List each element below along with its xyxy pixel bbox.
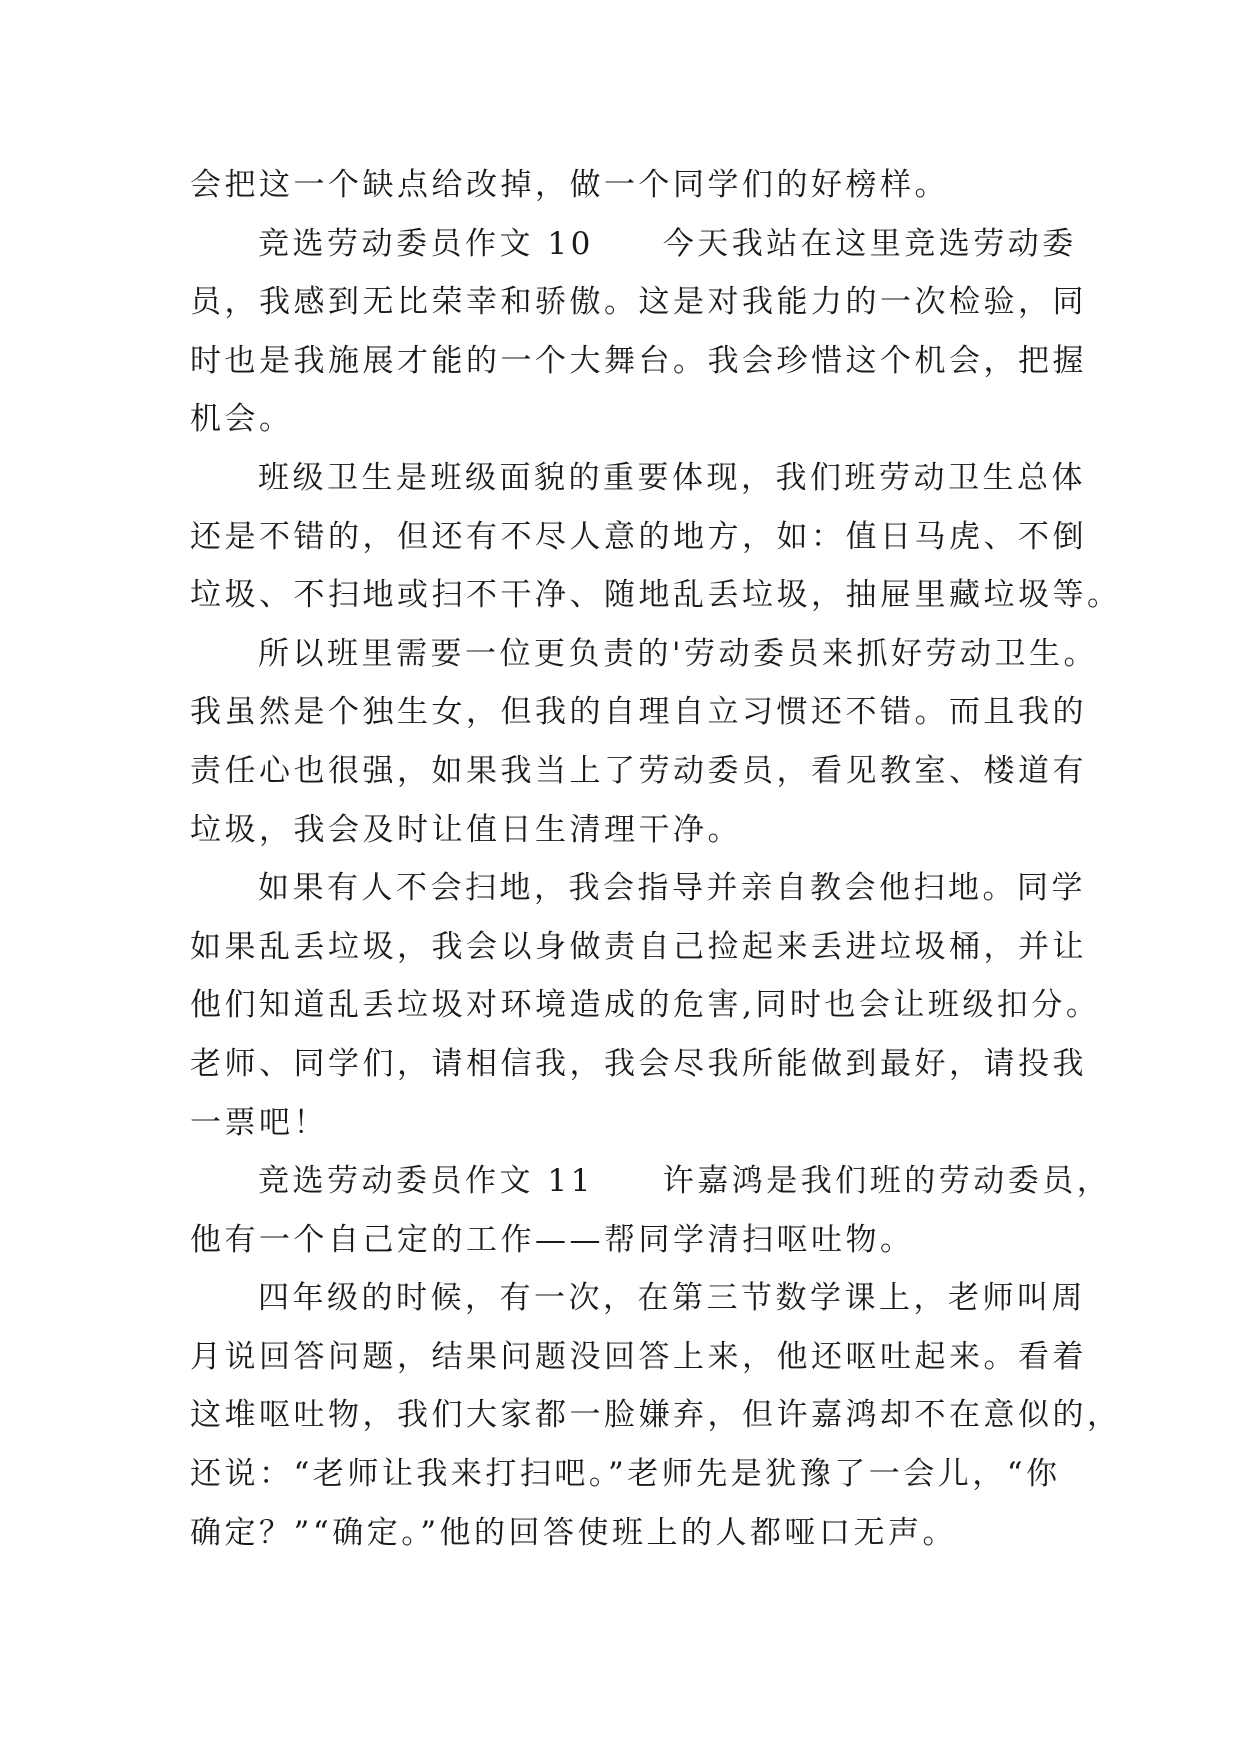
text-line: 所以班里需要一位更负责的'劳动委员来抓好劳动卫生。	[258, 635, 1099, 672]
text-line: 月说回答问题，结果问题没回答上来，他还呕吐起来。看着	[190, 1338, 1087, 1375]
text-line: 责任心也很强，如果我当上了劳动委员，看见教室、楼道有	[190, 752, 1087, 789]
text-line: 竞选劳动委员作文 11 许嘉鸿是我们班的劳动委员，	[258, 1163, 1112, 1200]
text-line: 他们知道乱丢垃圾对环境造成的危害,同时也会让班级扣分。	[190, 987, 1101, 1024]
text-line: 时也是我施展才能的一个大舞台。我会珍惜这个机会，把握	[190, 342, 1087, 379]
text-line: 一票吧！	[190, 1104, 328, 1141]
text-line: 四年级的时候，有一次，在第三节数学课上，老师叫周	[258, 1280, 1086, 1317]
text-line: 他有一个自己定的工作——帮同学清扫呕吐物。	[190, 1221, 915, 1258]
text-line: 老师、同学们，请相信我，我会尽我所能做到最好，请投我	[190, 1045, 1087, 1082]
document-body	[190, 156, 1122, 1562]
text-line: 会把这一个缺点给改掉，做一个同学们的好榜样。	[190, 167, 949, 203]
text-line: 如果乱丢垃圾，我会以身做责自己捡起来丢进垃圾桶，并让	[190, 928, 1087, 965]
text-line: 还是不错的，但还有不尽人意的地方，如：值日马虎、不倒	[190, 518, 1087, 555]
text-line: 员，我感到无比荣幸和骄傲。这是对我能力的一次检验，同	[190, 284, 1087, 321]
text-line: 我虽然是个独生女，但我的自理自立习惯还不错。而且我的	[190, 694, 1087, 731]
text-line: 班级卫生是班级面貌的重要体现，我们班劳动卫生总体	[258, 459, 1086, 496]
text-line: 垃圾，我会及时让值日生清理干净。	[190, 811, 742, 848]
text-line: 这堆呕吐物，我们大家都一脸嫌弃，但许嘉鸿却不在意似的，	[190, 1397, 1122, 1434]
text-line: 还说：“老师让我来打扫吧。”老师先是犹豫了一会儿，“你	[190, 1456, 1061, 1493]
text-line: 确定？”“确定。”他的回答使班上的人都哑口无声。	[190, 1514, 958, 1551]
text-line: 竞选劳动委员作文 10 今天我站在这里竞选劳动委	[258, 225, 1077, 262]
text-line: 垃圾、不扫地或扫不干净、随地乱丢垃圾，抽屉里藏垃圾等。	[190, 577, 1122, 614]
text-line: 如果有人不会扫地，我会指导并亲自教会他扫地。同学	[258, 870, 1086, 907]
text-line: 机会。	[190, 401, 294, 438]
